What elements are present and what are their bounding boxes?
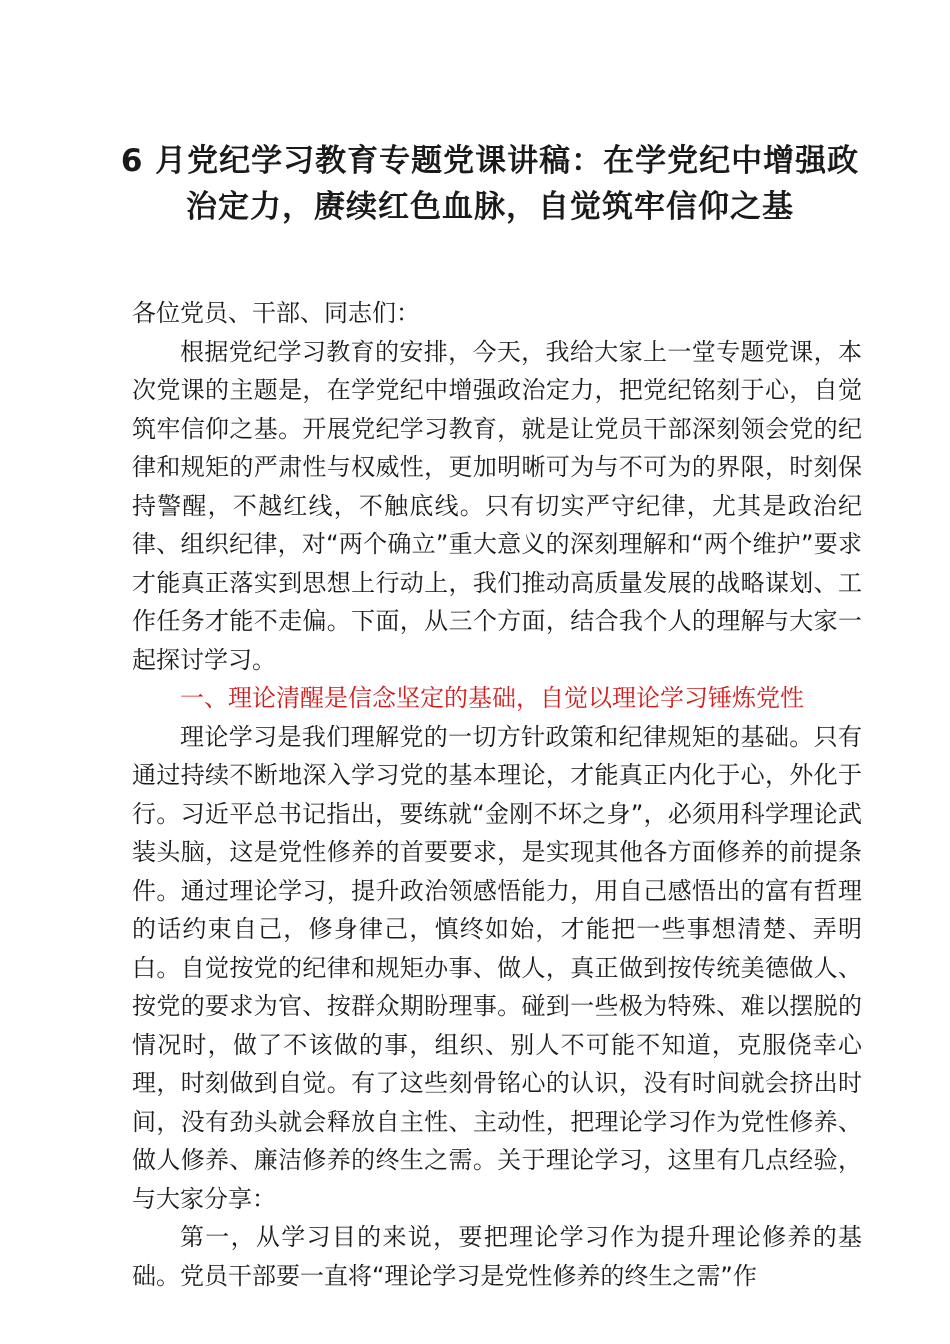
section-paragraph: 理论学习是我们理解党的一切方针政策和纪律规矩的基础。只有通过持续不断地深入学习党的基本理论，才能真正内化于心，外化于行。习近平总书记指出，要练就“金刚不坏之身”，必须用科学理论武装头脑，这是党性修养的首要要求，是实现其他各方面修养的前提条件。通过理论学习，提升政治领感悟能力，用自己感悟出的富有哲理的话约束自己，修身律己，慎终如始，才能把一些事想清楚、弄明白。自觉按党的纪律和规矩办事、做人，真正做到按传统美德做人、按党的要求为官、按群众期盼理事。碰到一些极为特殊、难以摆脱的情况时，做了不该做的事，组织、别人不可能不知道，克服侥幸心理，时刻做到自觉。有了这些刻骨铭心的认识，没有时间就会挤出时间，没有劲头就会释放自主性、主动性，把理论学习作为党性修养、做人修养、廉洁修养的终生之需。关于理论学习，这里有几点经验，与大家分享：: [132, 722, 862, 1213]
greeting-line: 各位党员、干部、同志们：: [132, 299, 420, 327]
section-heading: 一、理论清醒是信念坚定的基础，自觉以理论学习锤炼党性: [180, 684, 804, 712]
document-body: [132, 294, 862, 1295]
section-paragraph: 第一，从学习目的来说，要把理论学习作为提升理论修养的基础。党员干部要一直将“理论学习是党性修养的终生之需”作: [132, 1223, 862, 1290]
document-title: 6 月党纪学习教育专题党课讲稿：在学党纪中增强政治定力，赓续红色血脉，自觉筑牢信仰之基: [120, 143, 860, 225]
intro-paragraph: 根据党纪学习教育的安排，今天，我给大家上一堂专题党课，本次党课的主题是，在学党纪中增强政治定力，把党纪铭刻于心，自觉筑牢信仰之基。开展党纪学习教育，就是让党员干部深刻领会党的纪律和规矩的严肃性与权威性，更加明晰可为与不可为的界限，时刻保持警醒，不越红线，不触底线。只有切实严守纪律，尤其是政治纪律、组织纪律，对“两个确立”重大意义的深刻理解和“两个维护”要求才能真正落实到思想上行动上，我们推动高质量发展的战略谋划、工作任务才能不走偏。下面，从三个方面，结合我个人的理解与大家一起探讨学习。: [132, 337, 862, 674]
